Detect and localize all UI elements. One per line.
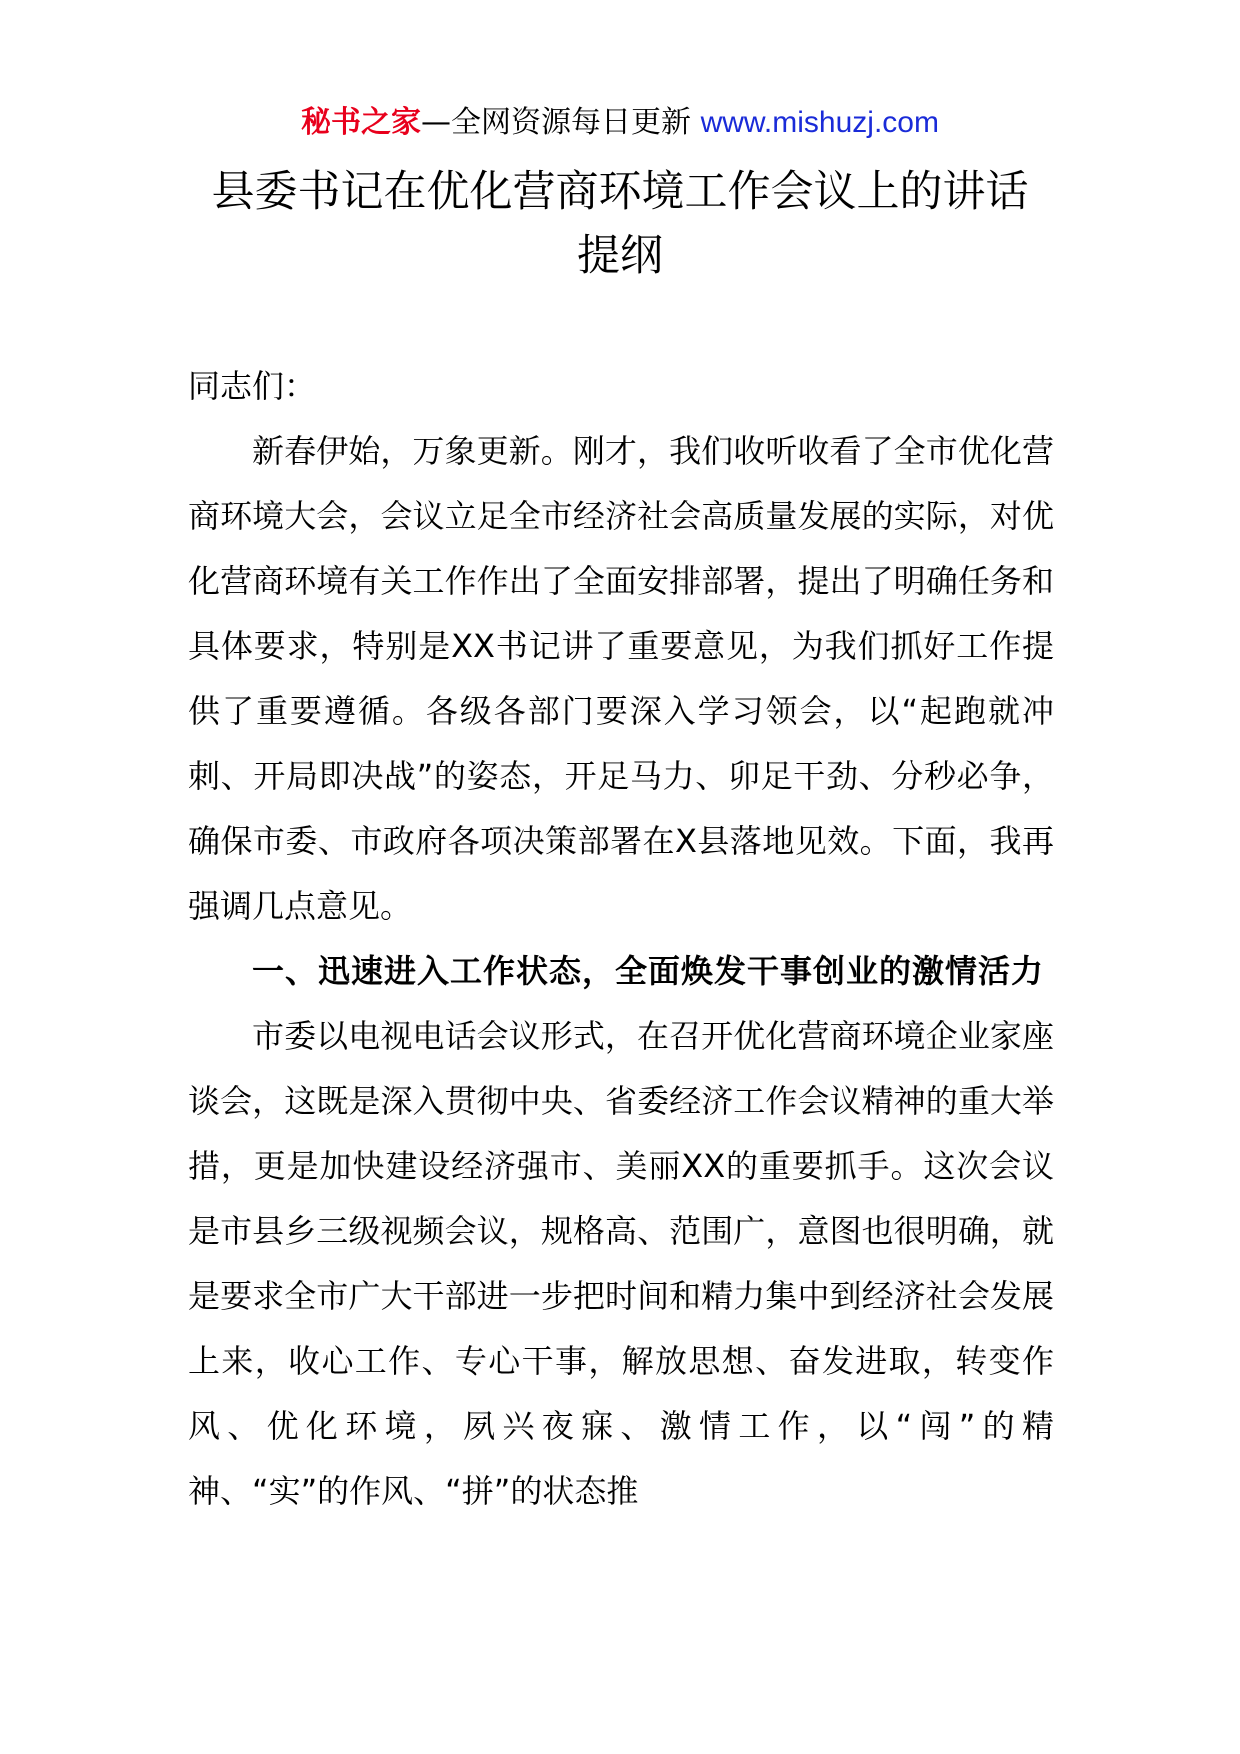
document-body	[188, 354, 1054, 1524]
document-title-line-2: 提纲	[577, 231, 663, 281]
paragraph-section-1: 市委以电视电话会议形式，在召开优化营商环境企业家座谈会，这既是深入贯彻中央、省委经济工作会议精神的重大举措，更是加快建设经济强市、美丽XX的重要抓手。这次会议是市县乡三级视频会议，规格高、范围广，意图也很明确，就是要求全市广大干部进一步把时间和精力集中到经济社会发展上来，收心工作、专心干事，解放思想、奋发进取，转变作风、优化环境，夙兴夜寐、激情工作，以“闯”的精神、“实”的作风、“拼”的状态推	[188, 1017, 1054, 1510]
section-heading-1: 一、迅速进入工作状态，全面焕发干事创业的激情活力	[252, 952, 1045, 990]
site-header	[0, 100, 1240, 146]
site-brand: 秘书之家	[301, 105, 422, 140]
site-slogan: —全网资源每日更新	[421, 105, 701, 140]
site-url-link[interactable]: www.mishuzj.com	[700, 106, 939, 139]
document-title-line-1: 县委书记在优化营商环境工作会议上的讲话	[211, 167, 1029, 217]
paragraph-intro: 新春伊始，万象更新。刚才，我们收听收看了全市优化营商环境大会，会议立足全市经济社会高质量发展的实际，对优化营商环境有关工作作出了全面安排部署，提出了明确任务和具体要求，特别是XX书记讲了重要意见，为我们抓好工作提供了重要遵循。各级各部门要深入学习领会，以“起跑就冲刺、开局即决战”的姿态，开足马力、卯足干劲、分秒必争，确保市委、市政府各项决策部署在X县落地见效。下面，我再强调几点意见。	[188, 432, 1054, 925]
document-title	[0, 160, 1240, 288]
salutation: 同志们：	[188, 367, 317, 405]
